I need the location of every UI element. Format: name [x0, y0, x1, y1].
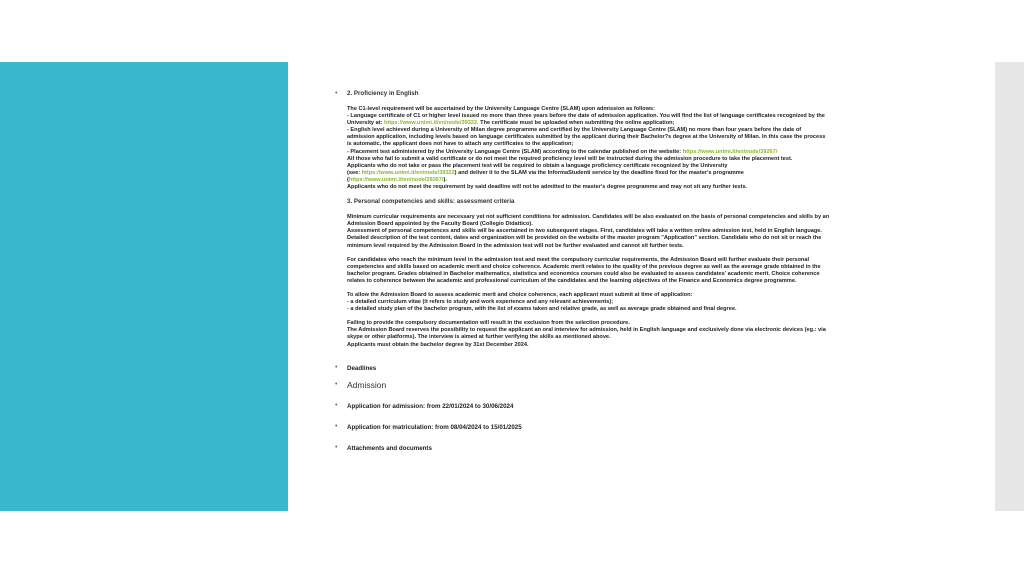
text-line: (see: https://www.unimi.it/en/node/39322) and deliver it to the SLAM via the InformaStudenti service by the deadline fixed for the master's programme [347, 169, 744, 176]
competencies-paragraph-1 [347, 214, 935, 249]
url-link[interactable]: https://www.unimi.it/en/node/39267/ [348, 176, 444, 183]
text-line: To allow the Admission Board to assess academic merit and choice coherence, each applicant must submit at time of application: [347, 291, 693, 298]
competencies-paragraph-4 [347, 320, 935, 348]
text-line: Applicants who do not take or pass the placement test will be required to obtain a language proficiency certificate recognized by the University [347, 162, 728, 169]
text-line: Applicants must obtain the bachelor degree by 31st December 2024. [347, 341, 529, 348]
list-item-admission [335, 381, 935, 390]
bullet-icon: • [335, 422, 338, 430]
text-line: competencies and skills based on academic merit and choice coherence. Academic merit relates to the quality of the previous degree as well as the average grade obtained in the [347, 263, 821, 270]
text-line: - a detailed study plan of the bachelor program, with the list of exams taken and relative grade, as well as average grade obtained and final degree. [347, 306, 737, 313]
url-link[interactable]: https://www.unimi.it/en/node/39267/ [682, 148, 778, 155]
text-line: admission application, including levels based on language certificates submitted by the applicant during their Bachelor?s degree at the University of Milan. In this case the process [347, 134, 826, 141]
list-item-attachments [335, 444, 935, 453]
text-line: For candidates who reach the minimum level in the admission test and meet the compulsory curricular requirements, the Admission Board will further evaluate their personal [347, 256, 810, 263]
attachments-heading: Attachments and documents [347, 444, 432, 452]
text-line: The Admission Board reserves the possibility to request the applicant an oral interview for admission, held in English language and exclusively done via electronic devices (eg.: via [347, 327, 826, 334]
text-line: Assessment of personal competences and skills will be ascertained in two subsequent stages. First, candidates will take a written online admission test, held in English language. [347, 228, 822, 235]
text-line: All those who fail to submit a valid certificate or do not meet the required proficiency level will be instructed during the admission procedure to take the placement test. [347, 155, 793, 162]
text-line: - Placement test administered by the University Language Centre (SLAM) according to the calendar published on the website: https://www.unimi.it/en/node/39267/ [347, 148, 778, 155]
text-line: University at: https://www.unimi.it/en/node/39322. The certificate must be uploaded when submitting the online application; [347, 120, 675, 127]
section-title-competencies: 3. Personal competencies and skills: assessment criteria [347, 198, 515, 206]
text-line: bachelor program. Grades obtained in Bachelor mathematics, statistics and economics courses could also be evaluated to assess candidates' academic merit. Choice coherence [347, 270, 820, 277]
section-title-english: 2. Proficiency in English [347, 90, 419, 97]
bullet-icon: • [335, 363, 338, 371]
text-line: Admission Board appointed by the Faculty Board (Collegio Didattico). [347, 221, 533, 228]
list-item-deadlines [335, 364, 935, 373]
text-line: skype or other platforms). The interview is aimed at further verifying the skills as mentioned above. [347, 334, 611, 341]
accent-block [0, 62, 288, 511]
url-link[interactable]: https://www.unimi.it/en/node/39322. [384, 120, 479, 127]
list-item-application-matriculation [335, 423, 935, 432]
competencies-paragraph-3 [347, 292, 935, 313]
application-admission-dates: Application for admission: from 22/01/2024 to 30/06/2024 [347, 402, 514, 410]
text-line: - English level achieved during a University of Milan degree programme and certified by the University Language Centre (SLAM) no more than four years before the date of [347, 127, 802, 134]
text-line: Failing to provide the compulsory documentation will result in the exclusion from the selection procedure. [347, 320, 630, 327]
competencies-paragraph-2 [347, 257, 935, 285]
text-line: - Language certificate of C1 or higher level issued no more than three years before the date of admission application. You will find the list of language certificates recognized by the [347, 113, 825, 120]
section-english [335, 90, 935, 349]
document-content [335, 90, 935, 505]
text-line: Minimum curricular requirements are necessary yet not sufficient conditions for admission. Candidates will be also evaluated on the basis of personal competencies and skills by an [347, 214, 830, 221]
bullet-icon: • [335, 90, 338, 97]
list-item-application-admission [335, 402, 935, 411]
bullet-icon: • [335, 443, 338, 451]
text-line: (https://www.unimi.it/en/node/39267/). [347, 176, 447, 183]
text-line: minimum level required by the Admission Board in the admission test will not be further evaluated and cannot sit further tests. [347, 242, 684, 249]
application-matriculation-dates: Application for matriculation: from 08/04/2024 to 15/01/2025 [347, 423, 522, 431]
deadlines-heading: Deadlines [347, 364, 377, 372]
url-link[interactable]: https://www.unimi.it/en/node/39322 [361, 169, 455, 176]
text-line: The C1-level requirement will be ascertained by the University Language Centre (SLAM) upon admission as follows: [347, 106, 656, 112]
text-line: Detailed description of the test content, dates and organization will be provided on the website of the master program "Application" section. Candidate who do not sit or reach the [347, 235, 822, 242]
text-line: - a detailed curriculum vitae (it refers to study and work experience and any relevant achievements); [347, 299, 614, 306]
text-line: is automatic, the applicant does not have to attach any certificates to the application; [347, 141, 574, 148]
admission-heading: Admission [347, 379, 387, 390]
scrollbar-track[interactable] [995, 62, 1024, 511]
bullet-icon: • [335, 380, 338, 388]
bullet-icon: • [335, 401, 338, 409]
english-requirements [347, 106, 935, 191]
text-line: Applicants who do not meet the requirement by said deadline will not be admitted to the master's degree programme and may not sit any further tests. [347, 184, 748, 191]
text-line: relates to coherence between the academic and professional curriculum of the candidates and the learning objectives of the Finance and Economics degree programme. [347, 277, 797, 284]
